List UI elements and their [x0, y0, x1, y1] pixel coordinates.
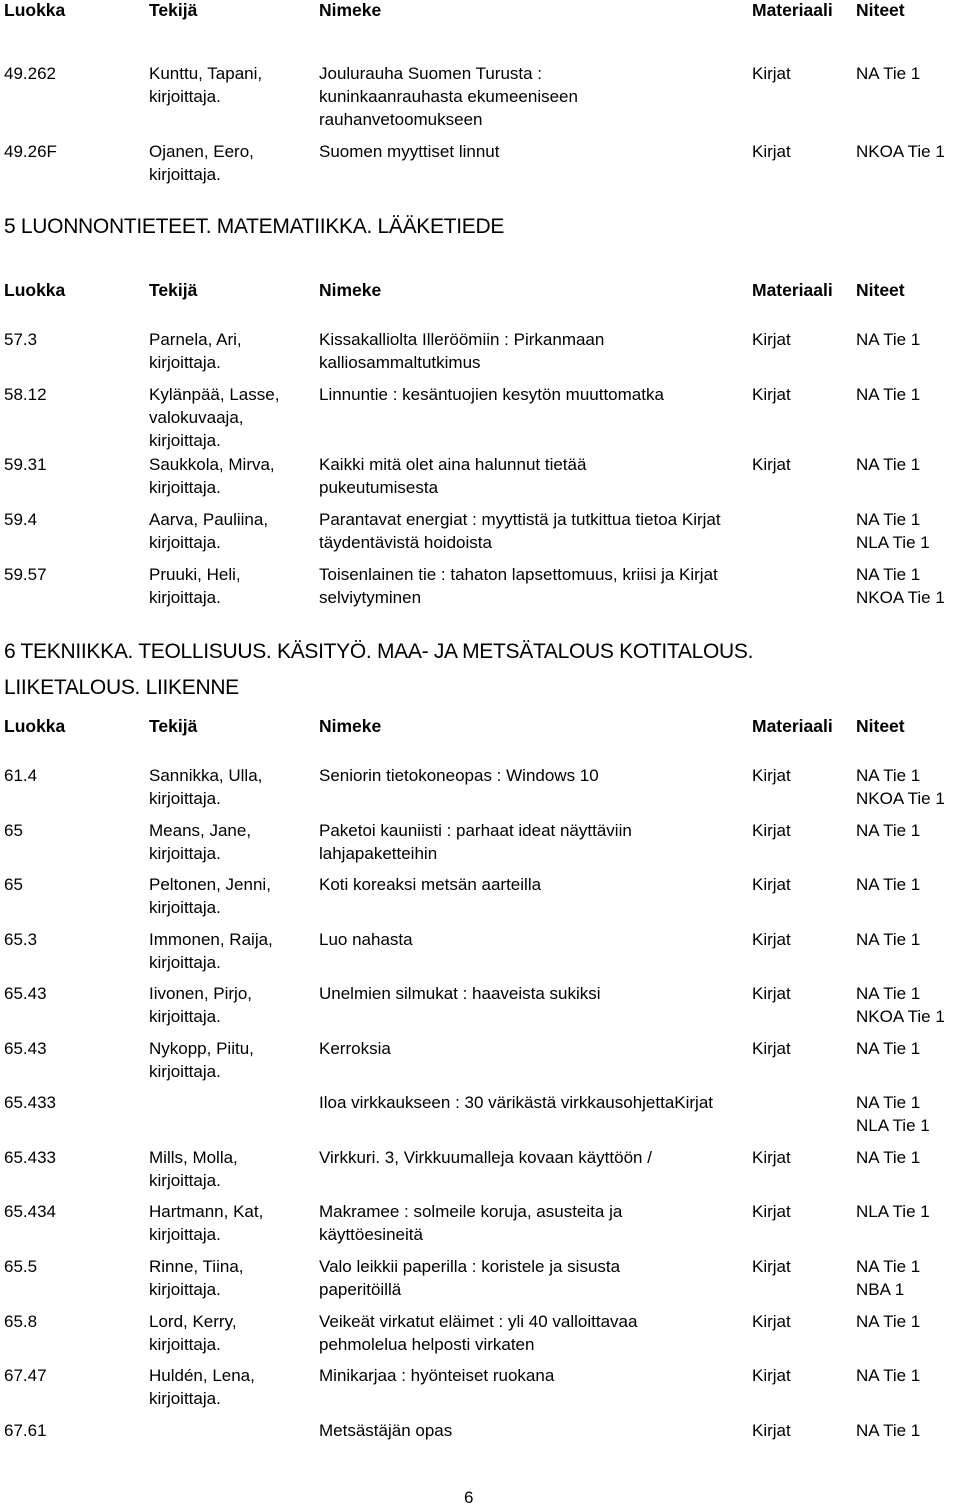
cell-nimeke: Metsästäjän opas [319, 1421, 453, 1440]
header-luokka: Luokka [4, 716, 66, 736]
cell-luokka: 65.3 [4, 930, 38, 949]
table-row [0, 1146, 960, 1190]
cell-luokka: 65.433 [4, 1148, 56, 1167]
header-luokka: Luokka [4, 0, 66, 20]
cell-tekija: Kunttu, Tapani, kirjoittaja. [149, 64, 263, 106]
cell-niteet: NA Tie 1 [856, 930, 921, 949]
cell-niteet: NA Tie 1 [856, 1148, 921, 1167]
cell-materiaali: Kirjat [752, 1148, 791, 1167]
cell-luokka: 65.5 [4, 1257, 38, 1276]
cell-niteet: NA Tie 1 NLA Tie 1 [856, 510, 930, 552]
table-row [0, 1310, 960, 1354]
cell-niteet: NA Tie 1 [856, 875, 921, 894]
table-row [0, 140, 960, 184]
cell-tekija: Ojanen, Eero, kirjoittaja. [149, 142, 254, 184]
cell-nimeke: Suomen myyttiset linnut [319, 142, 500, 161]
cell-luokka: 61.4 [4, 766, 38, 785]
table-row [0, 453, 960, 497]
cell-luokka: 59.31 [4, 455, 47, 474]
cell-materiaali: Kirjat [752, 821, 791, 840]
cell-nimeke: Seniorin tietokoneopas : Windows 10 [319, 766, 599, 785]
cell-tekija: Pruuki, Heli, kirjoittaja. [149, 565, 241, 607]
cell-luokka: 59.57 [4, 565, 47, 584]
cell-nimeke: Virkkuri. 3, Virkkuumalleja kovaan käyttöön / [319, 1148, 652, 1167]
header-materiaali: Materiaali [752, 716, 833, 736]
cell-nimeke: Toisenlainen tie : tahaton lapsettomuus, kriisi ja Kirjat selviytyminen [319, 565, 718, 607]
table-row [0, 982, 960, 1026]
header-tekija: Tekijä [149, 0, 198, 20]
table-row [0, 563, 960, 607]
cell-tekija: Hartmann, Kat, kirjoittaja. [149, 1202, 264, 1244]
cell-nimeke: Iloa virkkaukseen : 30 värikästä virkkausohjettaKirjat [319, 1093, 714, 1112]
cell-luokka: 49.26F [4, 142, 57, 161]
cell-tekija: Rinne, Tiina, kirjoittaja. [149, 1257, 244, 1299]
cell-nimeke: Joulurauha Suomen Turusta : kuninkaanrauhasta ekumeeniseen rauhanvetoomukseen [319, 64, 578, 129]
cell-tekija: Peltonen, Jenni, kirjoittaja. [149, 875, 271, 917]
cell-niteet: NA Tie 1 [856, 1421, 921, 1440]
header-nimeke: Nimeke [319, 0, 382, 20]
cell-luokka: 65.434 [4, 1202, 56, 1221]
cell-materiaali: Kirjat [752, 1202, 791, 1221]
cell-materiaali: Kirjat [752, 142, 791, 161]
cell-niteet: NA Tie 1 NKOA Tie 1 [856, 984, 945, 1026]
table-row [0, 928, 960, 972]
cell-niteet: NA Tie 1 [856, 1366, 921, 1385]
cell-luokka: 65.43 [4, 984, 47, 1003]
cell-tekija: Lord, Kerry, kirjoittaja. [149, 1312, 237, 1354]
cell-niteet: NLA Tie 1 [856, 1202, 930, 1221]
cell-tekija: Sannikka, Ulla, kirjoittaja. [149, 766, 263, 808]
cell-tekija: Huldén, Lena, kirjoittaja. [149, 1366, 255, 1408]
cell-materiaali: Kirjat [752, 1312, 791, 1331]
table-row [0, 1200, 960, 1244]
cell-nimeke: Linnuntie : kesäntuojien kesytön muuttomatka [319, 385, 664, 404]
cell-tekija: Kylänpää, Lasse, valokuvaaja, kirjoittaja. [149, 385, 280, 450]
cell-materiaali: Kirjat [752, 1039, 791, 1058]
table-header [0, 716, 960, 736]
cell-luokka: 65 [4, 875, 23, 894]
header-luokka: Luokka [4, 280, 66, 300]
table-row [0, 1255, 960, 1299]
cell-niteet: NA Tie 1 NBA 1 [856, 1257, 921, 1299]
cell-niteet: NA Tie 1 [856, 1312, 921, 1331]
cell-nimeke: Veikeät virkatut eläimet : yli 40 valloittavaa pehmolelua helposti virkaten [319, 1312, 638, 1354]
cell-luokka: 59.4 [4, 510, 38, 529]
cell-tekija: Parnela, Ari, kirjoittaja. [149, 330, 242, 372]
cell-niteet: NA Tie 1 NKOA Tie 1 [856, 565, 945, 607]
cell-niteet: NA Tie 1 [856, 64, 921, 83]
cell-nimeke: Kerroksia [319, 1039, 391, 1058]
cell-luokka: 65.433 [4, 1093, 56, 1112]
section-title-6-line2: LIIKETALOUS. LIIKENNE [4, 676, 239, 699]
cell-niteet: NA Tie 1 [856, 385, 921, 404]
table-header [0, 0, 960, 20]
page-number: 6 [464, 1488, 474, 1507]
cell-nimeke: Minikarjaa : hyönteiset ruokana [319, 1366, 555, 1385]
cell-nimeke: Koti koreaksi metsän aarteilla [319, 875, 542, 894]
cell-nimeke: Unelmien silmukat : haaveista sukiksi [319, 984, 601, 1003]
table-row [0, 1091, 960, 1135]
cell-luokka: 65.8 [4, 1312, 38, 1331]
cell-materiaali: Kirjat [752, 766, 791, 785]
table-row [0, 1419, 960, 1440]
table-header [0, 280, 960, 300]
cell-nimeke: Makramee : solmeile koruja, asusteita ja käyttöesineitä [319, 1202, 623, 1244]
table-row [0, 328, 960, 372]
cell-luokka: 67.47 [4, 1366, 47, 1385]
header-materiaali: Materiaali [752, 0, 833, 20]
cell-luokka: 65 [4, 821, 23, 840]
table-row [0, 819, 960, 863]
cell-luokka: 67.61 [4, 1421, 47, 1440]
cell-tekija: Immonen, Raija, kirjoittaja. [149, 930, 273, 972]
cell-materiaali: Kirjat [752, 1366, 791, 1385]
cell-materiaali: Kirjat [752, 1257, 791, 1276]
cell-niteet: NA Tie 1 [856, 455, 921, 474]
cell-luokka: 65.43 [4, 1039, 47, 1058]
cell-tekija: Mills, Molla, kirjoittaja. [149, 1148, 238, 1190]
cell-tekija: Iivonen, Pirjo, kirjoittaja. [149, 984, 252, 1026]
header-tekija: Tekijä [149, 280, 198, 300]
cell-niteet: NA Tie 1 [856, 1039, 921, 1058]
cell-materiaali: Kirjat [752, 385, 791, 404]
cell-niteet: NKOA Tie 1 [856, 142, 945, 161]
cell-tekija: Nykopp, Piitu, kirjoittaja. [149, 1039, 254, 1081]
cell-nimeke: Paketoi kauniisti : parhaat ideat näyttäviin lahjapaketteihin [319, 821, 632, 863]
header-niteet: Niteet [856, 716, 905, 736]
header-niteet: Niteet [856, 0, 905, 20]
cell-niteet: NA Tie 1 [856, 821, 921, 840]
cell-nimeke: Valo leikkii paperilla : koristele ja sisusta paperitöillä [319, 1257, 621, 1299]
cell-materiaali: Kirjat [752, 930, 791, 949]
table-row [0, 1364, 960, 1408]
header-tekija: Tekijä [149, 716, 198, 736]
cell-materiaali: Kirjat [752, 330, 791, 349]
table-row [0, 383, 960, 450]
table-row [0, 764, 960, 808]
header-nimeke: Nimeke [319, 716, 382, 736]
cell-nimeke: Kissakalliolta Illeröömiin : Pirkanmaan kalliosammaltutkimus [319, 330, 605, 372]
cell-materiaali: Kirjat [752, 1421, 791, 1440]
cell-materiaali: Kirjat [752, 875, 791, 894]
table-row [0, 508, 960, 552]
cell-nimeke: Parantavat energiat : myyttistä ja tutkittua tietoa Kirjat täydentävistä hoidoista [319, 510, 721, 552]
cell-materiaali: Kirjat [752, 455, 791, 474]
cell-niteet: NA Tie 1 NLA Tie 1 [856, 1093, 930, 1135]
cell-luokka: 57.3 [4, 330, 38, 349]
cell-niteet: NA Tie 1 [856, 330, 921, 349]
cell-luokka: 58.12 [4, 385, 47, 404]
header-nimeke: Nimeke [319, 280, 382, 300]
header-materiaali: Materiaali [752, 280, 833, 300]
cell-nimeke: Kaikki mitä olet aina halunnut tietää pukeutumisesta [319, 455, 587, 497]
cell-nimeke: Luo nahasta [319, 930, 413, 949]
cell-niteet: NA Tie 1 NKOA Tie 1 [856, 766, 945, 808]
cell-tekija: Aarva, Pauliina, kirjoittaja. [149, 510, 269, 552]
table-row [0, 62, 960, 129]
section-title-6: 6 TEKNIIKKA. TEOLLISUUS. KÄSITYÖ. MAA- JA METSÄTALOUS KOTITALOUS. [4, 640, 754, 663]
table-row [0, 873, 960, 917]
cell-materiaali: Kirjat [752, 64, 791, 83]
cell-luokka: 49.262 [4, 64, 56, 83]
header-niteet: Niteet [856, 280, 905, 300]
cell-tekija: Saukkola, Mirva, kirjoittaja. [149, 455, 275, 497]
cell-materiaali: Kirjat [752, 984, 791, 1003]
cell-tekija: Means, Jane, kirjoittaja. [149, 821, 252, 863]
table-row [0, 1037, 960, 1081]
section-title-5: 5 LUONNONTIETEET. MATEMATIIKKA. LÄÄKETIEDE [4, 215, 505, 238]
